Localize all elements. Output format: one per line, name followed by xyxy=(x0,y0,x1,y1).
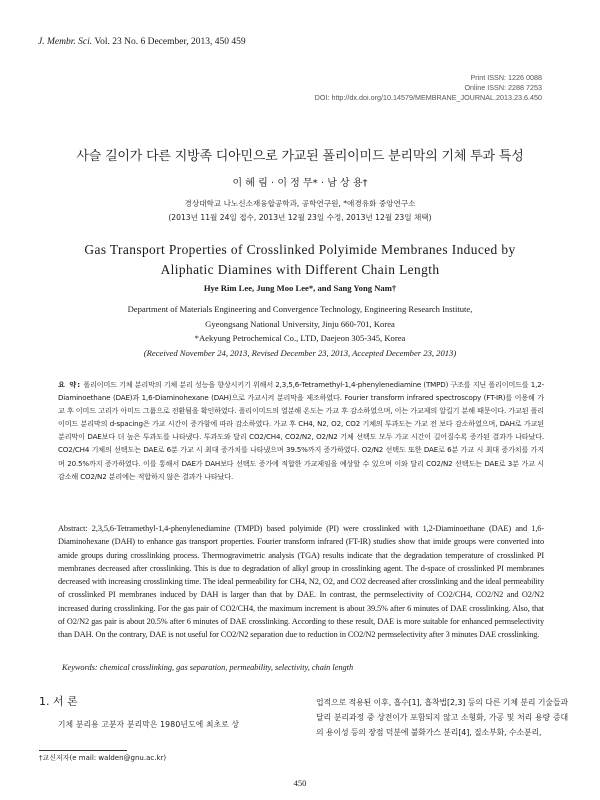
online-issn: Online ISSN: 2288 7253 xyxy=(464,83,542,92)
print-issn: Print ISSN: 1226 0088 xyxy=(470,73,542,82)
english-affiliation-line-2: Gyeongsang National University, Jinju 660-701, Korea xyxy=(205,318,395,329)
korean-abstract xyxy=(58,378,544,483)
english-abstract-label: Abstract: xyxy=(58,524,88,533)
doi-link[interactable]: DOI: http://dx.doi.org/10.14579/MEMBRANE_JOURNAL.2013.23.6.450 xyxy=(314,93,542,102)
korean-affiliation-block xyxy=(0,197,600,224)
english-authors: Hye Rim Lee, Jung Moo Lee*, and Sang Yong Nam† xyxy=(203,283,397,293)
page-number: 450 xyxy=(293,778,307,788)
english-received-dates: (Received November 24, 2013, Revised December 23, 2013, Accepted December 23, 2013) xyxy=(143,347,457,358)
body-text-left-column: 기체 분리용 고분자 분리막은 1980년도에 최초로 상 xyxy=(58,720,240,729)
issn-block xyxy=(315,73,542,103)
english-affiliation-line-1: Department of Materials Engineering and Convergence Technology, Engineering Research Institute, xyxy=(127,304,473,314)
korean-authors: 이 혜 림 · 이 정 무* · 남 상 용† xyxy=(232,178,368,189)
english-title: Gas Transport Properties of Crosslinked Polyimide Membranes Induced by Aliphatic Diamines with Different Chain Length xyxy=(84,242,516,277)
english-abstract-text: 2,3,5,6-Tetramethyl-1,4-phenylenediamine (TMPD) based polyimide (PI) were crosslinked with 1,2-Diaminoethane (DAE) and 1,6-Diaminohexane (DAH) to enhance gas transport properties. Fourier transform infrared (FT-IR) studies show that imide groups were converted into amide groups during crosslinking process. Thermogravimetric analysis (TGA) results indicate that the degradation temperature of crosslinked PI membranes decreased after crosslinking. This is due to degradation of alkyl group in crosslinking agent. The d-space of crosslinked PI membranes decreased with increasing crosslinking time. The ideal permeability for CH4, N2, O2, and CO2 decreased after crosslinking and the ideal permeability of crosslinked PI membranes induced by DAH is larger than that by DAE. In contrast, the permselectivity of CO2/CH4, CO2/N2 and O2/N2 increased during crosslinking. For the gas pair of CO2/CH4, the maximum increment is about 39.5% after 6 minutes of DAE crosslinking. Also, that of O2/N2 gas pair is about 20.5% after 6 minutes of DAE crosslinking. According to these result, DAE is more suitable for enhanced permselectivity than DAH. On the contrary, DAE is not useful for CO2/N2 separation due to reduction in CO2/N2 permselectivity after 3 minutes DAE crosslinking. xyxy=(58,524,544,640)
korean-abstract-label: 요 약: xyxy=(58,380,82,389)
english-abstract xyxy=(58,522,544,642)
body-text-right-column: 업적으로 적용된 이후, 흡수[1], 흡착법[2,3] 등의 다른 기체 분리 기술들과 달리 분리과정 중 상전이가 포함되지 않고 소형화, 가공 및 처리 용량 증대의 용이성 등의 장점 덕분에 불화가스 분리[4], 질소부화, 수소분리, xyxy=(316,698,568,737)
journal-volume-issue: Vol. 23 No. 6 December, 2013, 450 459 xyxy=(94,37,246,47)
section-heading-introduction: 1. 서 론 xyxy=(39,695,78,708)
journal-abbreviation: J. Membr. Sci. xyxy=(38,37,93,47)
korean-received-dates: (2013년 11월 24일 접수, 2013년 12월 23일 수정, 2013년 12월 23일 채택) xyxy=(168,212,432,222)
korean-affiliation: 경상대학교 나노신소재융합공학과, 공학연구원, *애경유화 중앙연구소 xyxy=(184,199,416,208)
keywords-text: chemical crosslinking, gas separation, permeability, selectivity, chain length xyxy=(99,663,354,672)
keywords-label: Keywords: xyxy=(62,663,98,672)
english-affiliation-line-3: *Aekyung Petrochemical Co., LTD, Daejeon 305-345, Korea xyxy=(194,333,406,343)
keywords xyxy=(62,663,542,672)
corresponding-author-footnote: †교신저자(e mail: walden@gnu.ac.kr) xyxy=(39,754,167,762)
korean-title: 사슬 길이가 다른 지방족 디아민으로 가교된 폴리이미드 분리막의 기체 투과 특성 xyxy=(76,149,524,164)
english-affiliation-block xyxy=(0,302,600,360)
korean-abstract-text: 폴리이미드 기체 분리막의 기체 분리 성능을 향상시키기 위해서 2,3,5,6-Tetramethyl-1,4-phenylenediamine (TMPD) 구조를 지닌 폴리이미드를 1,2-Diaminoethane (DAE)과 1,6-Diaminohexane (DAH)으로 가교시켜 분리막을 제조하였다. Fourier transform infrared spectroscopy (FT-IR)를 이용해 가교 후 이미드 고리가 아미드 그룹으로 전환됨을 확인하였다. 폴리이미드의 열분해 온도는 가교 후 감소하였으며, 이는 가교제의 알킬기 분해 때문이다. 가교된 폴리이미드 분리막의 d-spacing은 가교 시간이 증가함에 따라 감소하였다. 가교 후 CH4, N2, O2, CO2 기체의 투과도는 가교 전 보다 감소하였으며, DAH로 가교된 분리막이 DAE보다 더 높은 투과도를 나타냈다. 투과도와 달리 CO2/CH4, CO2/N2, O2/N2 기체 선택도 모두 가교 시간이 길어질수록 증가된 결과가 나타났다. CO2/CH4 기체의 선택도는 DAE로 6분 가교 시 최대 증가치를 나타냈으며 39.5%까지 증가하였다. O2/N2 선택도 또한 DAE로 6분 가교 시 최대 증가치를 가지며 20.5%까지 증가하였다. 이를 통해서 DAE가 DAH보다 선택도 증가에 적합한 가교제임을 예상할 수 있으며 이와 달리 CO2/N2 선택도는 DAE로 3분 가교 시 감소해 CO2/N2 분리에는 적합하지 않은 결과가 나타났다. xyxy=(58,380,545,481)
footnote-divider xyxy=(39,750,127,751)
journal-citation xyxy=(38,37,246,47)
